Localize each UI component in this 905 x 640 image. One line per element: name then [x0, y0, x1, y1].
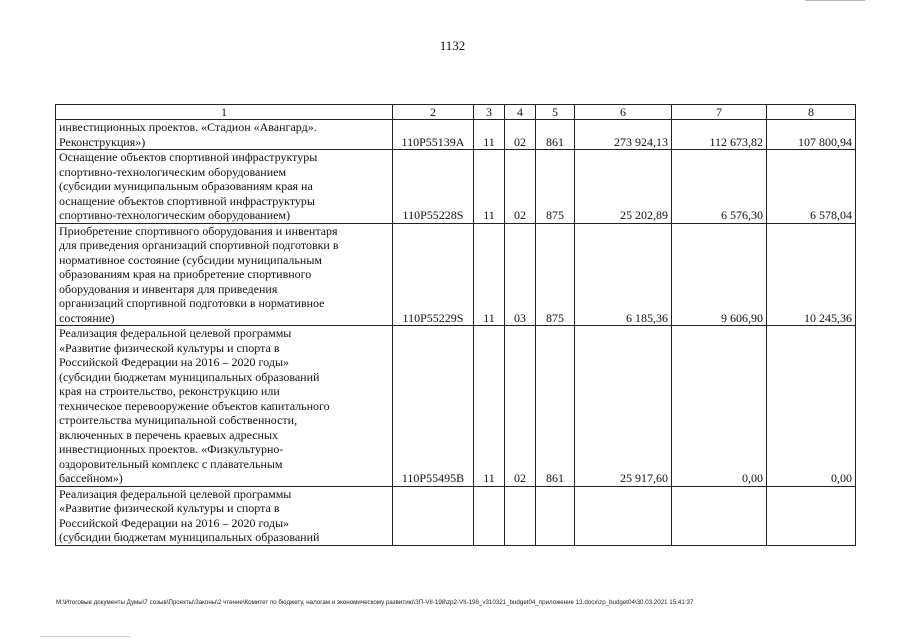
subsection-code: 02: [505, 326, 536, 487]
table-row: [56, 150, 856, 224]
budget-table: [55, 104, 856, 546]
description-line: для приведения организаций спортивной подготовки в: [59, 238, 339, 252]
col-header-6: 6: [575, 105, 672, 120]
amount-col-6: 6 185,36: [575, 223, 672, 326]
amount-col-6: 25 202,89: [575, 150, 672, 224]
table-row: [56, 326, 856, 487]
description-line: (субсидии бюджетам муниципальных образований: [59, 369, 320, 384]
expense-type-code: 875: [536, 150, 575, 224]
row-description: [56, 150, 393, 224]
amount-col-7: 112 673,82: [672, 120, 767, 150]
section-code: 11: [474, 326, 505, 487]
amount-col-7: 6 576,30: [672, 150, 767, 224]
description-line: спортивно-технологическим оборудованием): [59, 208, 291, 222]
description-line: Приобретение спортивного оборудования и инвентаря: [59, 223, 338, 238]
table-row: [56, 486, 856, 545]
section-code: 11: [474, 120, 505, 150]
row-description: [56, 326, 393, 487]
expense-type-code: 861: [536, 120, 575, 150]
description-line: образованиям края на приобретение спортивного: [59, 267, 312, 281]
section-code: 11: [474, 150, 505, 224]
description-line: «Развитие физической культуры и спорта в: [59, 501, 280, 515]
amount-col-7: 9 606,90: [672, 223, 767, 326]
description-line: оснащение объектов спортивной инфраструктуры: [59, 193, 315, 208]
amount-col-8: 107 800,94: [767, 120, 856, 150]
description-line: спортивно-технологическим оборудованием: [59, 164, 287, 179]
table-row: [56, 223, 856, 326]
description-line: инвестиционных проектов. «Стадион «Авангард».: [59, 120, 317, 134]
description-line: техническое перевооружение объектов капитального: [59, 398, 330, 413]
description-line: (субсидии муниципальным образованиям края на: [59, 179, 313, 193]
expense-type-code: 861: [536, 326, 575, 487]
col-header-2: 2: [393, 105, 474, 120]
amount-col-8: 0,00: [767, 326, 856, 487]
subsection-code: 02: [505, 120, 536, 150]
description-line: «Развитие физической культуры и спорта в: [59, 340, 280, 355]
description-line: инвестиционных проектов. «Физкультурно-: [59, 442, 284, 456]
expense-type-code: 875: [536, 223, 575, 326]
description-line: Российской Федерации на 2016 – 2020 годы»: [59, 515, 290, 530]
amount-col-8: 10 245,36: [767, 223, 856, 326]
col-header-3: 3: [474, 105, 505, 120]
description-line: строительства муниципальной собственности,: [59, 413, 298, 427]
description-line: Российской Федерации на 2016 – 2020 годы»: [59, 355, 290, 369]
section-code: 11: [474, 223, 505, 326]
col-header-8: 8: [767, 105, 856, 120]
description-line: Реконструкция»): [59, 134, 146, 149]
description-line: Реализация федеральной целевой программы: [59, 326, 292, 340]
amount-col-6: 273 924,13: [575, 120, 672, 150]
description-line: состояние): [59, 310, 115, 325]
amount-col-6: 25 917,60: [575, 326, 672, 487]
scan-edge-mark: [40, 636, 130, 637]
section-code: [474, 486, 505, 545]
scan-edge-mark: [805, 0, 865, 1]
amount-col-8: 6 578,04: [767, 150, 856, 224]
description-line: Реализация федеральной целевой программы: [59, 486, 292, 501]
subsection-code: 03: [505, 223, 536, 326]
description-line: нормативное состояние (субсидии муниципальным: [59, 252, 322, 267]
row-description: [56, 486, 393, 545]
subsection-code: 02: [505, 150, 536, 224]
col-header-5: 5: [536, 105, 575, 120]
row-description: [56, 120, 393, 150]
description-line: Оснащение объектов спортивной инфраструктуры: [59, 150, 318, 164]
target-article-code: 110P55229S: [393, 223, 474, 326]
subsection-code: [505, 486, 536, 545]
description-line: оборудования и инвентаря для приведения: [59, 281, 278, 296]
amount-col-8: [767, 486, 856, 545]
amount-col-7: 0,00: [672, 326, 767, 487]
target-article-code: 110P55495B: [393, 326, 474, 487]
target-article-code: 110P55139A: [393, 120, 474, 150]
footer-file-path: M:\Итоговые документы Думы\7 созыв\Проекты\Законы\2 чтение\Комитет по бюджету, налогам и экономическому развитию\ЗП-VII-198\zp2-VII-198_v310321_budget04_приложение 13.docx\zp_budget04\30.03.2021 15:41:37: [56, 599, 694, 606]
amount-col-6: [575, 486, 672, 545]
page-number: 1132: [439, 38, 466, 53]
row-description: [56, 223, 393, 326]
description-line: бассейном»): [59, 471, 123, 485]
amount-col-7: [672, 486, 767, 545]
column-number-row: [56, 105, 856, 120]
description-line: организаций спортивной подготовки в нормативное: [59, 296, 325, 310]
table-row: [56, 120, 856, 150]
description-line: оздоровительный комплекс с плавательным: [59, 456, 283, 471]
description-line: края на строительство, реконструкцию или: [59, 384, 280, 398]
col-header-4: 4: [505, 105, 536, 120]
target-article-code: 110P55228S: [393, 150, 474, 224]
description-line: (субсидии бюджетам муниципальных образований: [59, 530, 320, 544]
col-header-1: 1: [56, 105, 393, 120]
target-article-code: [393, 486, 474, 545]
expense-type-code: [536, 486, 575, 545]
col-header-7: 7: [672, 105, 767, 120]
description-line: включенных в перечень краевых адресных: [59, 427, 279, 442]
